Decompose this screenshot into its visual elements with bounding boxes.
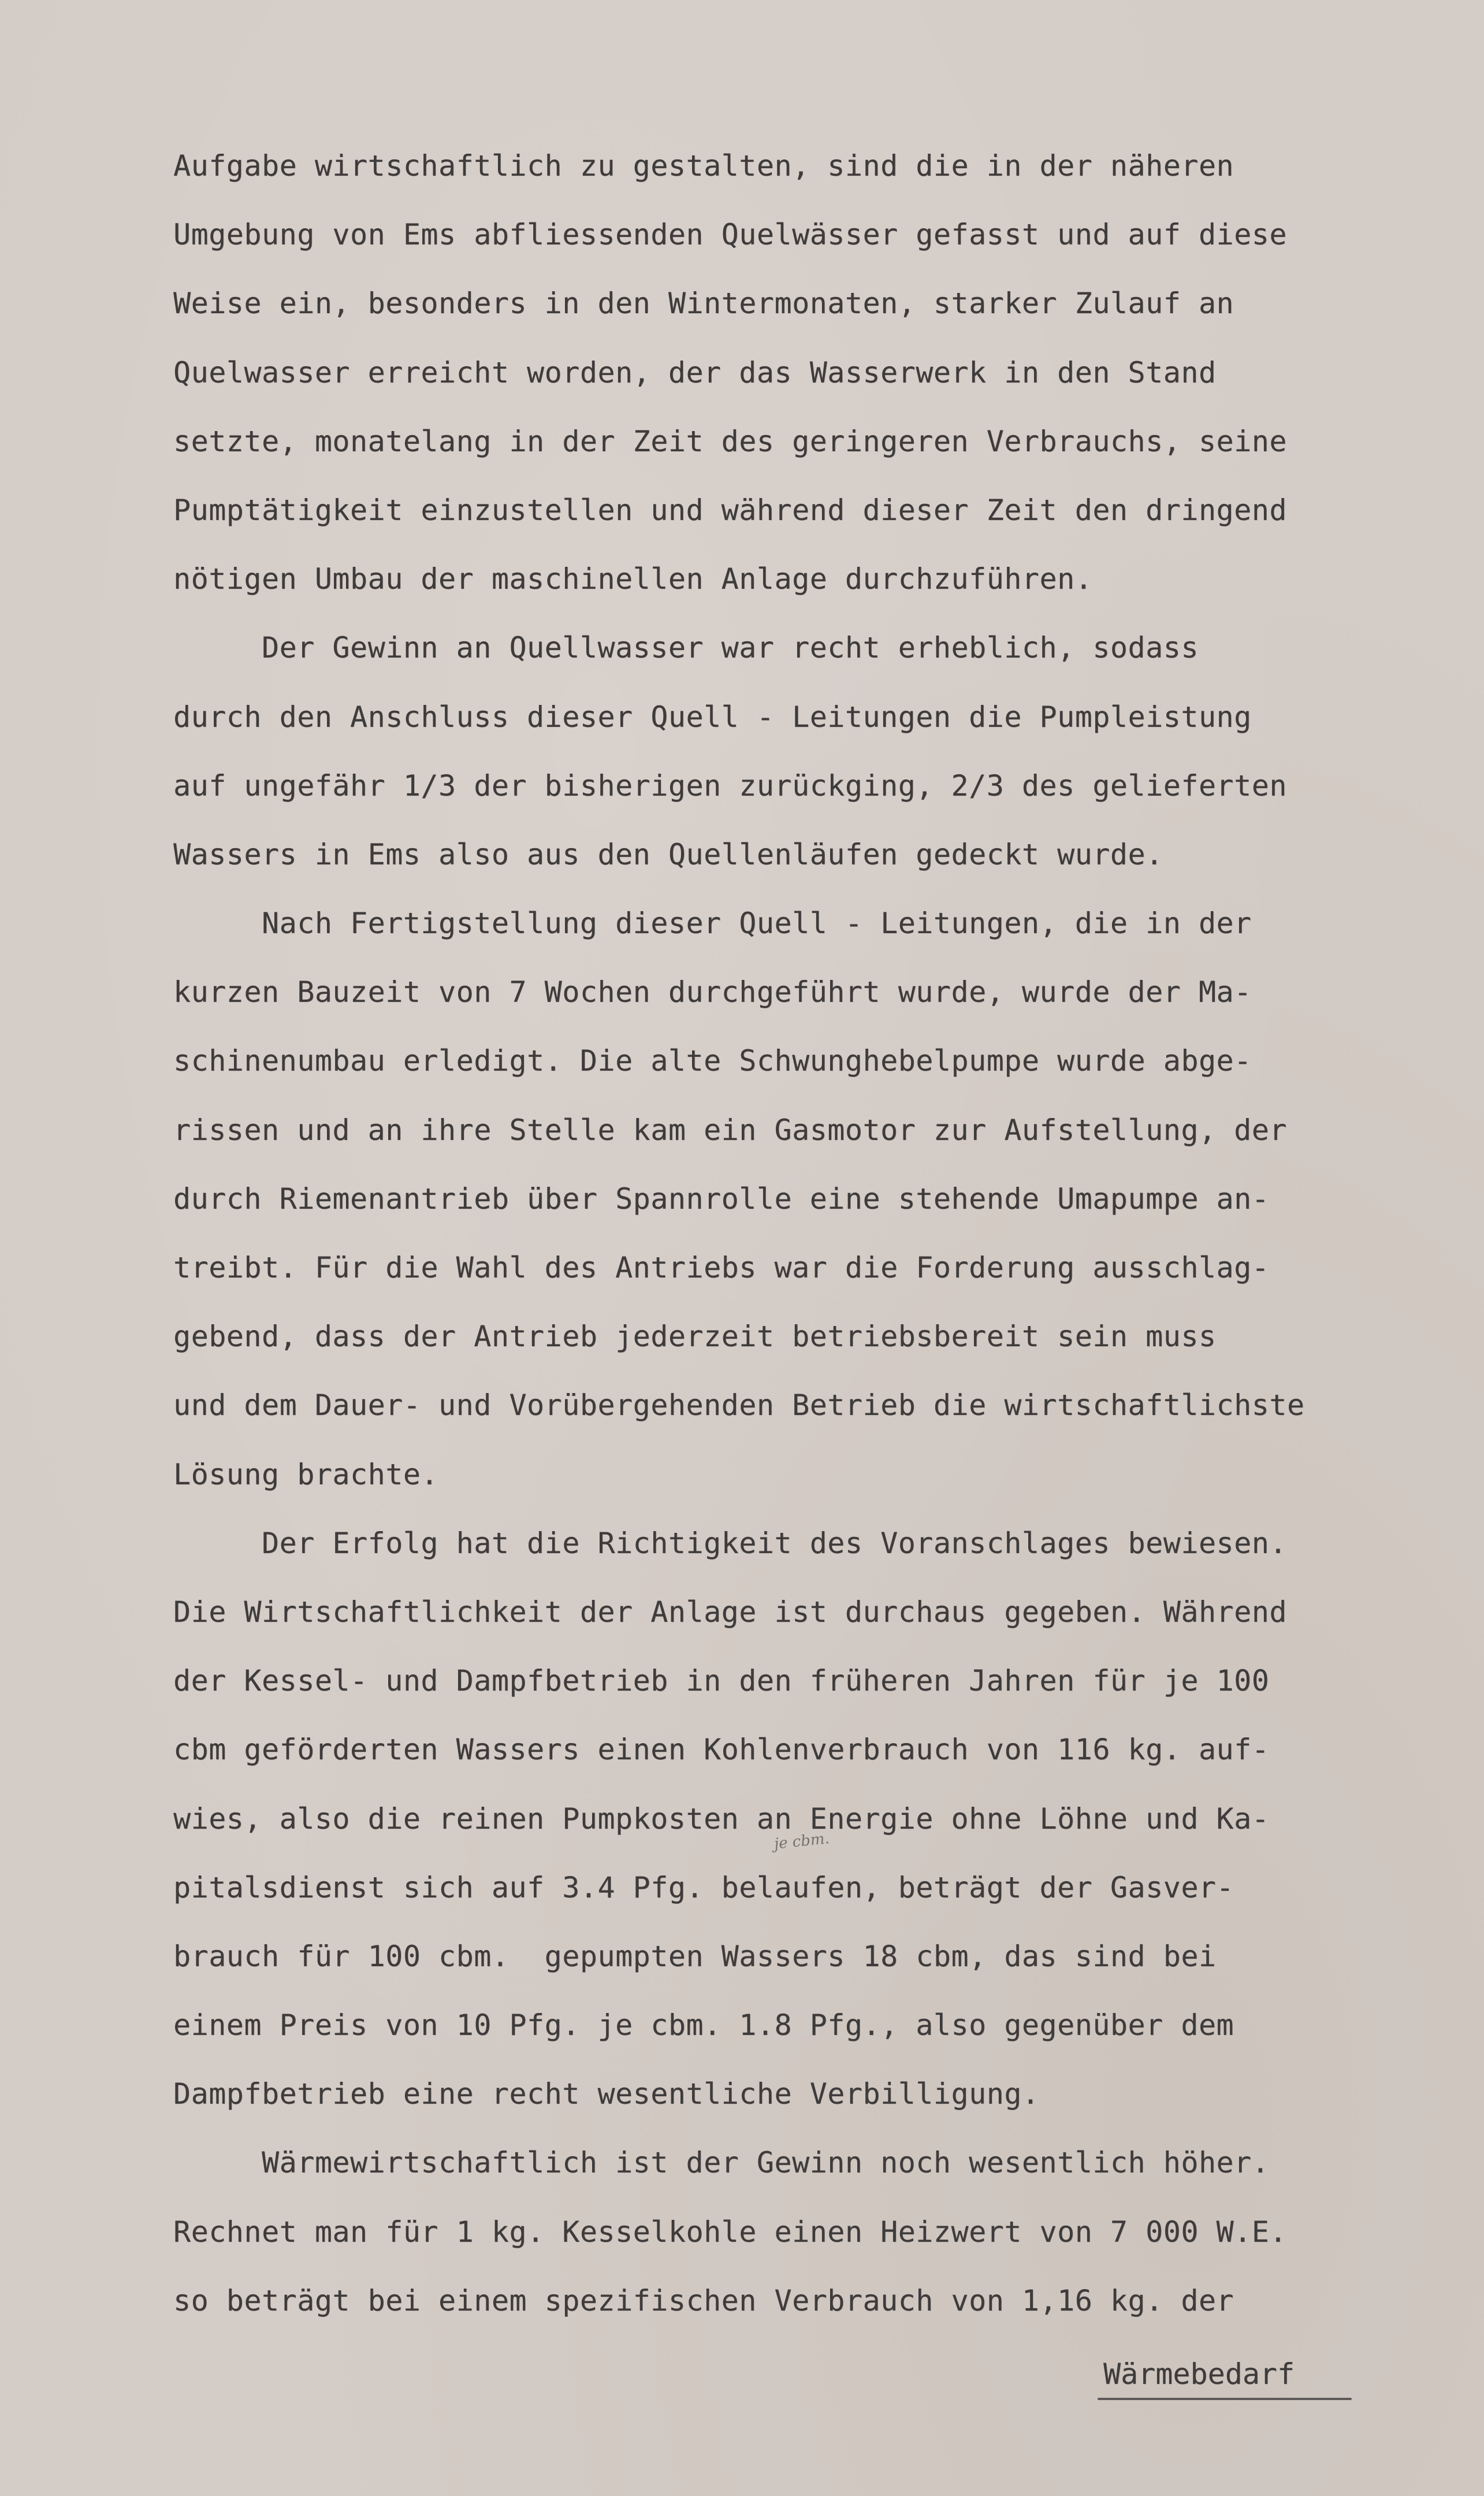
text-line: kurzen Bauzeit von 7 Wochen durchgeführt wurde, wurde der Ma- xyxy=(173,975,1252,1009)
text-line: Wärmewirtschaftlich ist der Gewinn noch wesentlich höher. xyxy=(173,2146,1270,2180)
text-line: durch Riemenantrieb über Spannrolle eine stehende Umapumpe an- xyxy=(173,1182,1270,1216)
text-line: schinenumbau erledigt. Die alte Schwunghebelpumpe wurde abge- xyxy=(173,1044,1252,1078)
text-line: Wassers in Ems also aus den Quellenläufen gedeckt wurde. xyxy=(173,837,1163,871)
text-line: Quelwasser erreicht worden, der das Wasserwerk in den Stand xyxy=(173,355,1217,389)
catchword: Wärmebedarf xyxy=(1103,2357,1295,2391)
text-line: Dampfbetrieb eine recht wesentliche Verbilligung. xyxy=(173,2077,1040,2111)
text-line: der Kessel- und Dampfbetrieb in den früheren Jahren für je 100 xyxy=(173,1664,1270,1698)
text-line: wies, also die reinen Pumpkosten an Energie ohne Löhne und Ka- xyxy=(173,1802,1270,1836)
text-line: Nach Fertigstellung dieser Quell - Leitungen, die in der xyxy=(173,907,1252,941)
text-line: cbm geförderten Wassers einen Kohlenverbrauch von 116 kg. auf- xyxy=(173,1733,1270,1767)
text-line: Der Gewinn an Quellwasser war recht erheblich, sodass xyxy=(173,631,1199,665)
text-line: einem Preis von 10 Pfg. je cbm. 1.8 Pfg., also gegenüber dem xyxy=(173,2008,1234,2042)
text-line: rissen und an ihre Stelle kam ein Gasmotor zur Aufstellung, der xyxy=(173,1113,1287,1147)
text-line: durch den Anschluss dieser Quell - Leitungen die Pumpleistung xyxy=(173,700,1252,734)
text-line: Umgebung von Ems abfliessenden Quelwässer gefasst und auf diese xyxy=(173,218,1287,252)
handwritten-annotation: je cbm. xyxy=(773,1830,831,1853)
catchword-underline xyxy=(1098,2398,1352,2400)
text-line: treibt. Für die Wahl des Antriebs war die Forderung ausschlag- xyxy=(173,1251,1270,1284)
text-line: nötigen Umbau der maschinellen Anlage durchzuführen. xyxy=(173,562,1093,596)
text-line: so beträgt bei einem spezifischen Verbrauch von 1,16 kg. der xyxy=(173,2283,1234,2317)
text-line: gebend, dass der Antrieb jederzeit betriebsbereit sein muss xyxy=(173,1320,1217,1354)
text-line: pitalsdienst sich auf 3.4 Pfg. belaufen, beträgt der Gasver- xyxy=(173,1870,1234,1904)
text-line: brauch für 100 cbm. gepumpten Wassers 18 cbm, das sind bei xyxy=(173,1939,1217,1973)
text-line: und dem Dauer- und Vorübergehenden Betrieb die wirtschaftlichste xyxy=(173,1388,1305,1422)
document-body xyxy=(173,132,1479,2335)
text-line: Lösung brachte. xyxy=(173,1457,439,1491)
text-line: Rechnet man für 1 kg. Kesselkohle einen Heizwert von 7 000 W.E. xyxy=(173,2215,1287,2249)
text-line: Weise ein, besonders in den Wintermonaten, starker Zulauf an xyxy=(173,287,1234,321)
text-line: Pumptätigkeit einzustellen und während dieser Zeit den dringend xyxy=(173,493,1287,527)
text-line: setzte, monatelang in der Zeit des geringeren Verbrauchs, seine xyxy=(173,424,1287,458)
text-line: auf ungefähr 1/3 der bisherigen zurückging, 2/3 des gelieferten xyxy=(173,768,1287,803)
text-line: Der Erfolg hat die Richtigkeit des Voranschlages bewiesen. xyxy=(173,1526,1287,1560)
text-line: Aufgabe wirtschaftlich zu gestalten, sind die in der näheren xyxy=(173,149,1234,183)
text-line: Die Wirtschaftlichkeit der Anlage ist durchaus gegeben. Während xyxy=(173,1595,1287,1629)
